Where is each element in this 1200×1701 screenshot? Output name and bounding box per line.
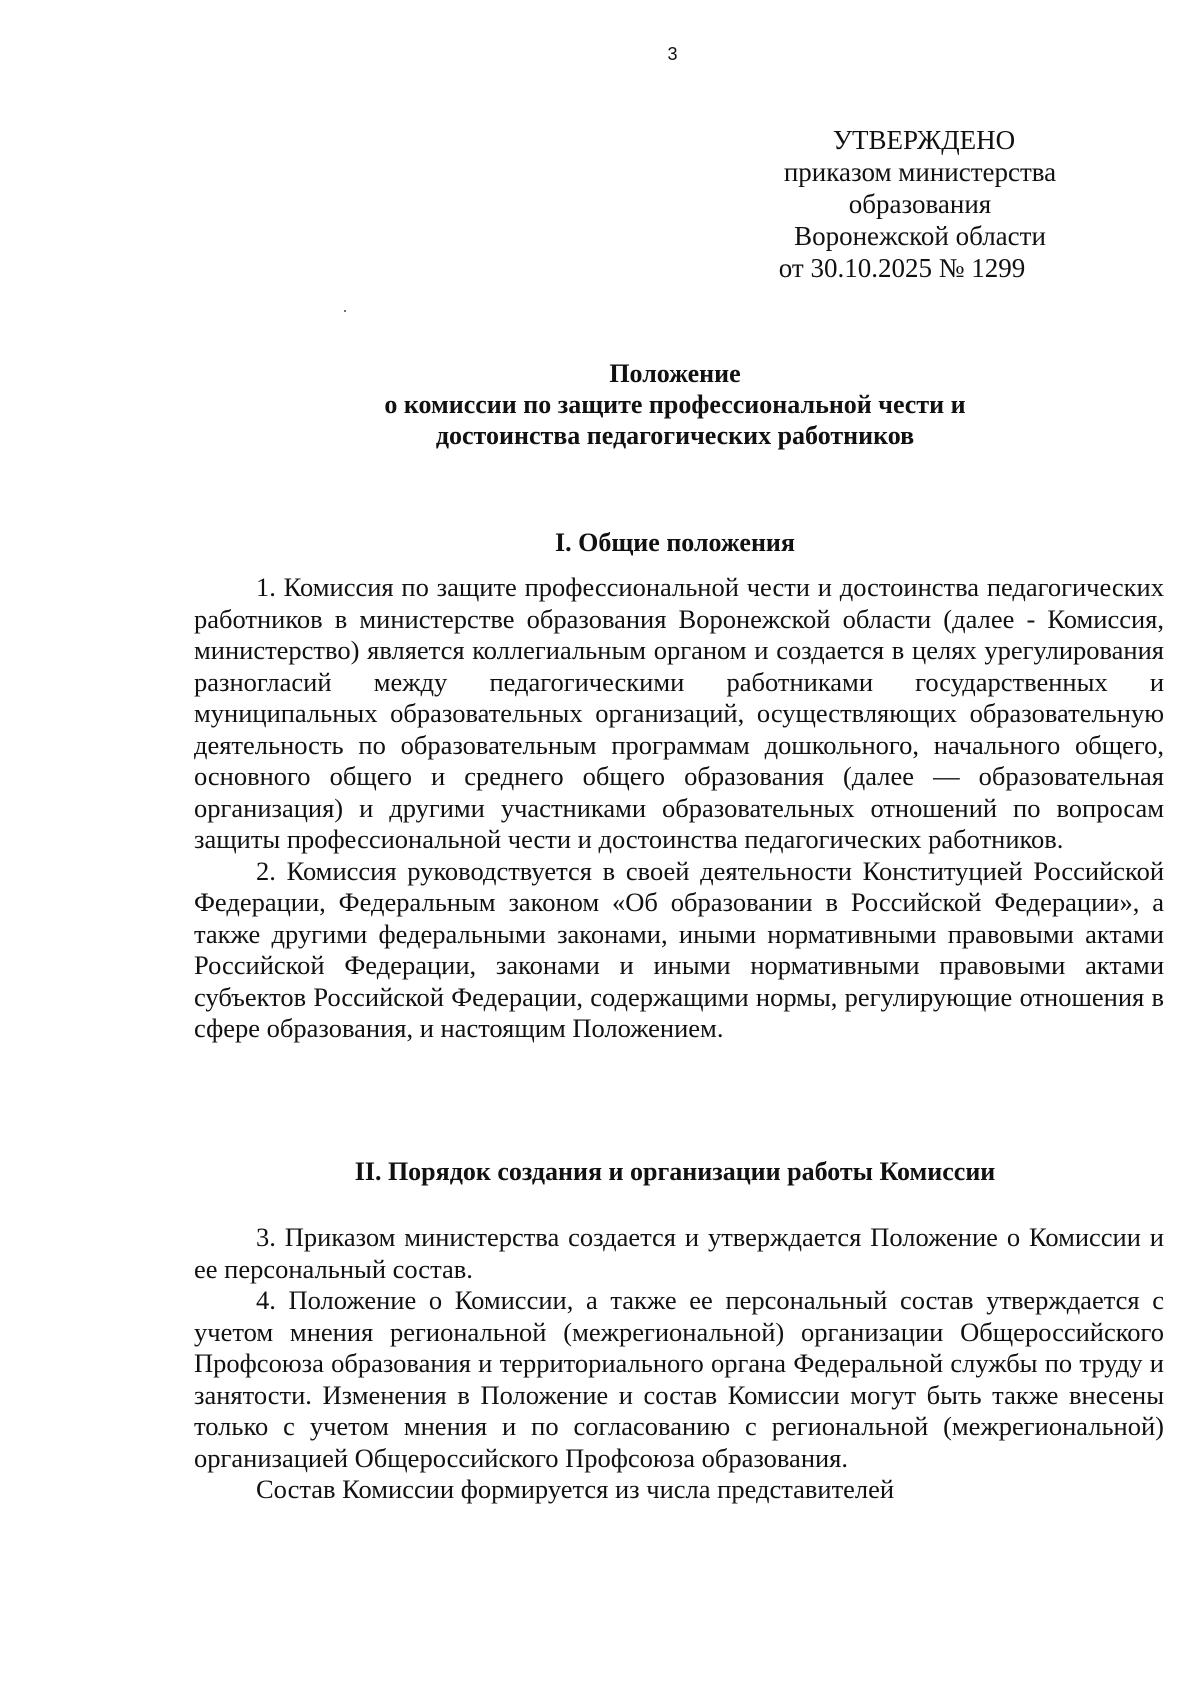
section-body-organization	[194, 1222, 1164, 1506]
document-title	[190, 358, 1160, 451]
approval-line-3: Воронежской области	[794, 221, 1046, 251]
approval-line-2: образования	[848, 189, 992, 219]
paragraph: Состав Комиссии формируется из числа представителей	[256, 1474, 895, 1504]
approval-line-1: приказом министерства	[783, 157, 1057, 187]
title-line-1: Положение	[609, 359, 741, 388]
section-body-general	[194, 572, 1164, 1045]
paragraph: 4. Положение о Комиссии, а также ее персональный состав утверждается с учетом мнения региональной (межрегиональной) организации Общероссийского Профсоюза образования и территориального органа Федеральной службы по труду и занятости. Изменения в Положение и состав Комиссии могут быть также внесены только с учетом мнения и по согласованию с региональной (межрегиональной) организацией Общероссийского Профсоюза образования.	[194, 1285, 1164, 1473]
approval-stamp	[770, 124, 1070, 284]
paragraph: 3. Приказом министерства создается и утверждается Положение о Комиссии и ее персональный состав.	[194, 1222, 1164, 1284]
section-heading-general: I. Общие положения	[555, 528, 795, 557]
paragraph: 2. Комиссия руководствуется в своей деятельности Конституцией Российской Федерации, Федеральным законом «Об образовании в Российской Федерации», а также другими федеральными законами, иными нормативными правовыми актами Российской Федерации, законами и иными нормативными правовыми актами субъектов Российской Федерации, содержащими нормы, регулирующие отношения в сфере образования, и настоящим Положением.	[194, 855, 1164, 1043]
title-line-3: достоинства педагогических работников	[435, 421, 915, 450]
paragraph: 1. Комиссия по защите профессиональной чести и достоинства педагогических работников в министерстве образования Воронежской области (далее - Комиссия, министерство) является коллегиальным органом и создается в целях урегулирования разногласий между педагогическими работниками государственных и муниципальных образовательных организаций, осуществляющих образовательную деятельность по образовательным программам дошкольного, начального общего, основного общего и среднего общего образования (далее — образовательная организация) и другими участниками образовательных отношений по вопросам защиты профессиональной чести и достоинства педагогических работников.	[194, 572, 1164, 854]
approval-order-ref: от 30.10.2025 № 1299	[778, 253, 1026, 283]
title-line-2: о комиссии по защите профессиональной чести и	[384, 390, 966, 419]
stray-dot	[344, 310, 346, 312]
page-number: 3	[667, 44, 678, 64]
approval-heading: УТВЕРЖДЕНО	[832, 125, 1016, 155]
section-heading-organization: II. Порядок создания и организации работы Комиссии	[354, 1157, 996, 1186]
